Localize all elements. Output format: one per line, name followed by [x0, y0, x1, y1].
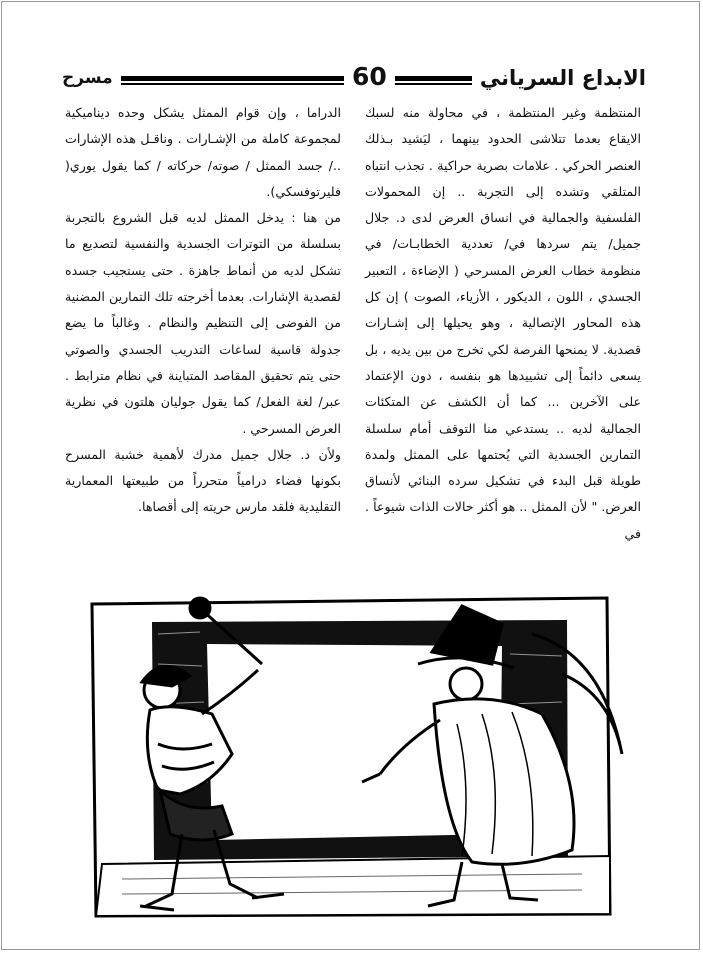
page-number: 60	[344, 62, 395, 92]
section-label: مسرح	[62, 66, 121, 92]
paragraph: من هنا : يدخل الممثل لديه قبل الشروع بالتجربة بسلسلة من التوترات الجسدية والنفسية لتصديع ما تشكل لديه من أنماط جاهزة . حتى يستجيب جسده لقصدية الإشارات. بعدما أخرجته تلك التمارين المضنية من الفوضى إلى التنظيم والنظام . وغالباً ما يضع جدولة قاسية لساعات التدريب الجسدي والصوتي حتى يتم تحقيق المقاصد المتباينة في نظام مترابط . عبر/ لغة الفعل/ كما يقول جوليان هلتون في نظرية العرض المسرحي .	[65, 210, 341, 436]
paragraph: ولأن د. جلال جميل مدرك لأهمية خشبة المسرح بكونها فضاء درامياً متحرراً من طبيعتها المعمارية التقليدية فلقد مارس حريته إلى أقصاها.	[65, 446, 341, 515]
illustration	[62, 594, 646, 920]
paragraph: الدراما ، وإن قوام الممثل يشكل وحده ديناميكية لمجموعة كاملة من الإشـارات . وناقـل هذه الإشارات ../ جسد الممثل / صوته/ حركاته / كما يقول يوري( فليرتوفسكي).	[65, 105, 341, 199]
text-column-left	[65, 100, 341, 521]
paragraph: المنتظمة وغير المنتظمة ، في محاولة منه لسبك الايقاع بعدما تتلاشى الحدود بينهما ، ليَشيد بـذلك العنصر الحركي . علامات بصرية حراكية . تجذب انتباه المتلقي وتشده إلى التجربة .. إن المحمولات الفلسفية والجمالية في انساق العرض لدى د. جلال جميل/ يتم سردها في/ تعددية الخطابـات/ في منظومة خطاب العرض المسرحي ( الإضاءة ، التعبير الجسدي ، اللون ، الديكور ، الأزياء، الصوت ) إن كل هذه المحاور الإتصالية ، وهو يحيلها إلى إشـارات قصدية. لا يمنحها الفرصة لكي تخرج من بين يديه ، بل يسعى دائماً إلى تشييدها هو بنفسه ، دون الإعتماد على الآخرين ... كما أن الكشف عن المتكئات الجمالية لديه .. يستدعي منا التوقف أمام سلسلة التمارين الجسدية التي يُحتمها على الممثل ولمدة طويلة قبل البدء في تشكيل سرده البنائي لأنساق العرض. " لأن الممثل .. هو أكثر حالات الذات شيوعاً . في	[365, 105, 641, 541]
page-header	[62, 62, 646, 92]
theatre-figures-illustration	[62, 594, 646, 920]
text-column-right	[365, 100, 641, 547]
magazine-title: الابداع السرياني	[472, 66, 646, 92]
